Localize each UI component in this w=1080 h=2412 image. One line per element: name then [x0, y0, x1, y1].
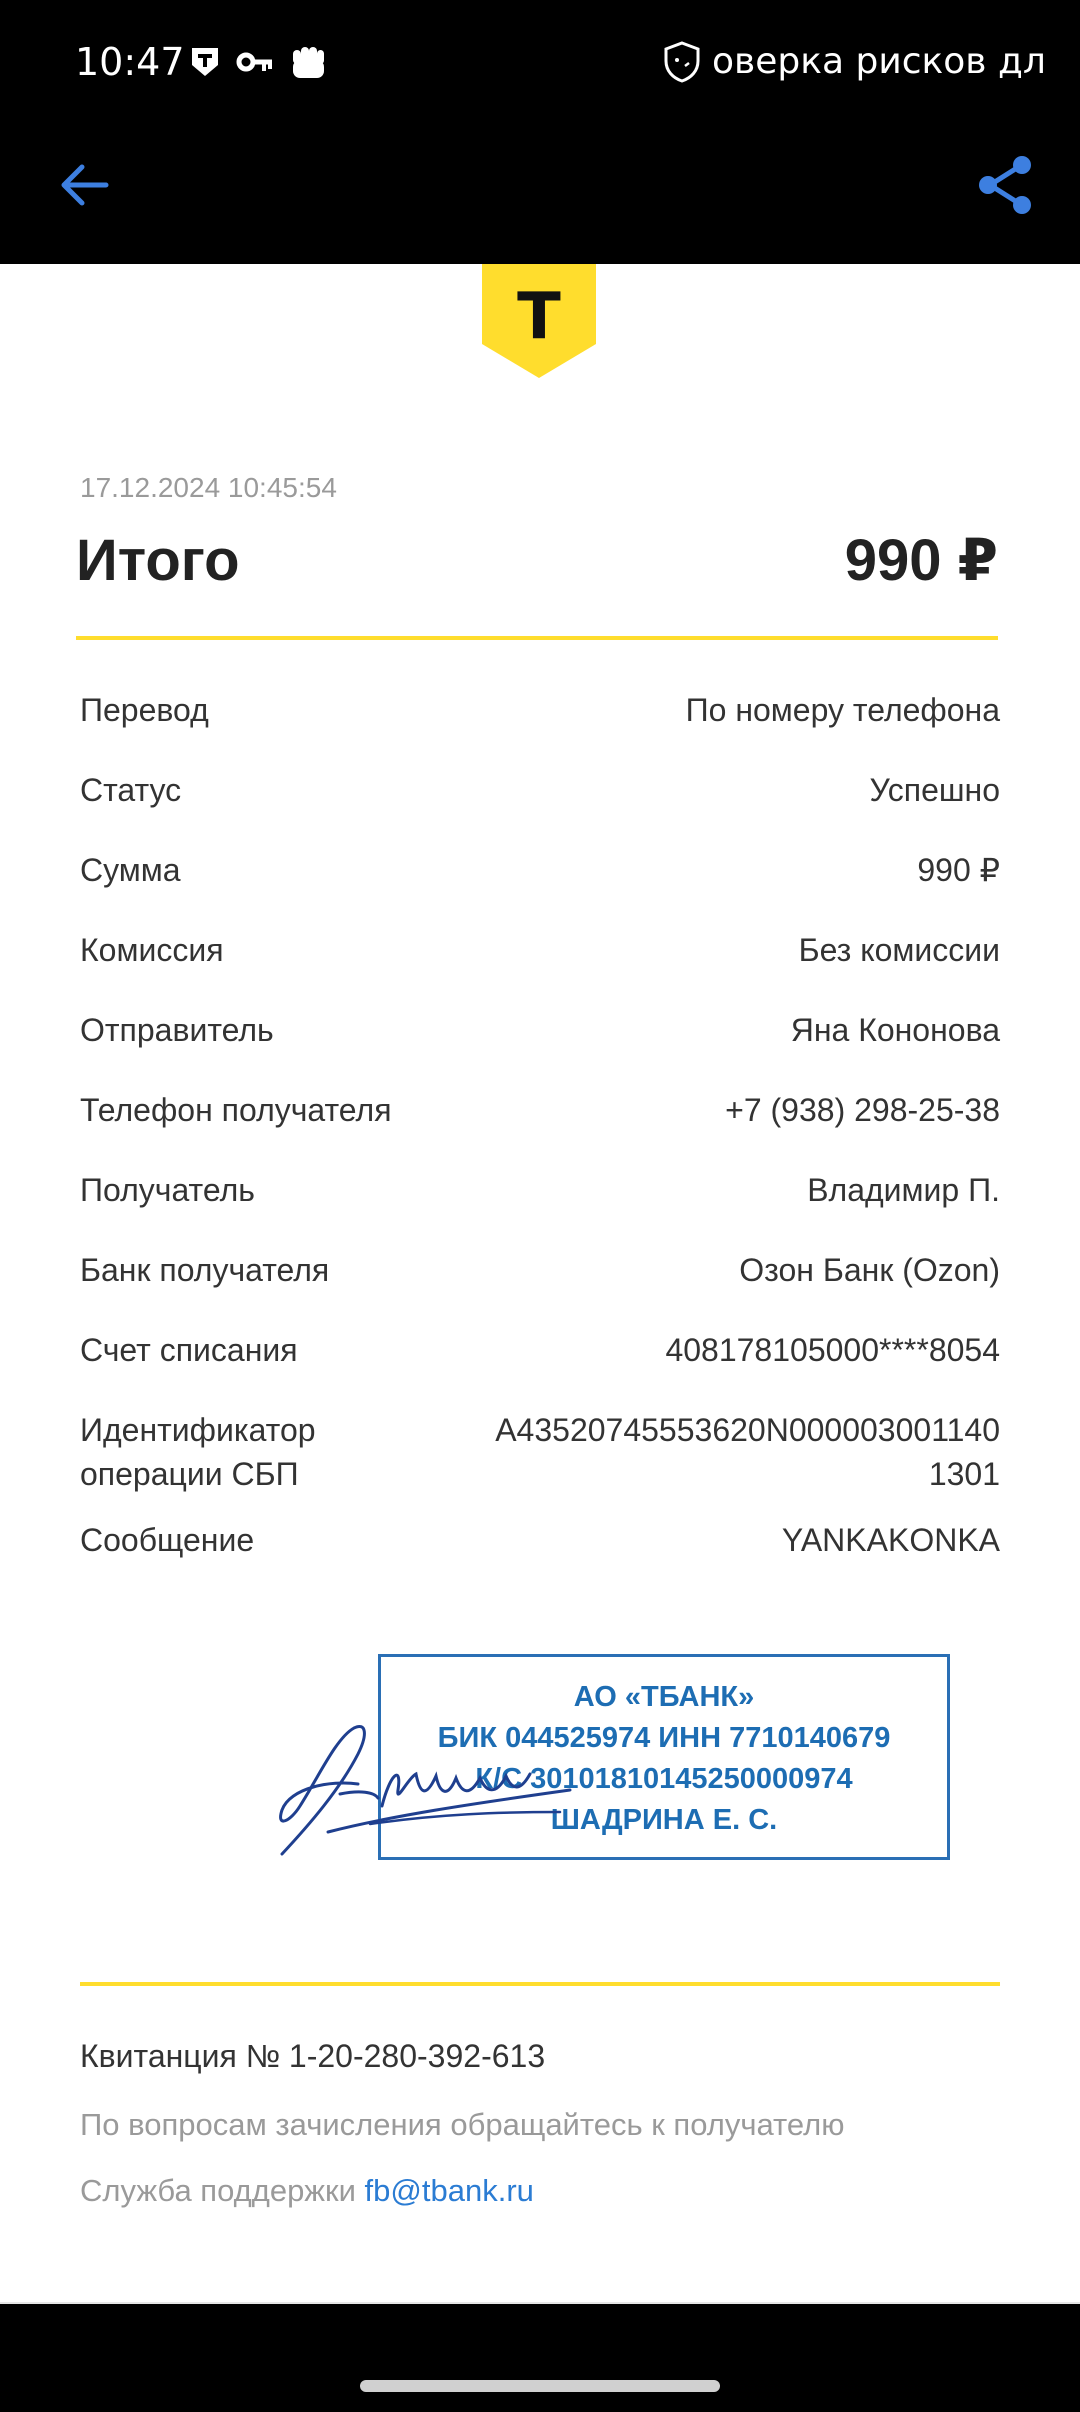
status-time: 10:47	[75, 40, 185, 84]
detail-value: Озон Банк (Ozon)	[739, 1252, 1000, 1288]
total-amount: 990 ₽	[844, 528, 998, 593]
detail-row-sbp-id	[80, 1408, 1000, 1496]
detail-label: Сумма	[80, 852, 181, 888]
detail-label: Сообщение	[80, 1522, 255, 1558]
detail-value: A43520745553620N0000030011401301	[495, 1412, 1000, 1492]
detail-row-amount	[80, 848, 1000, 892]
total-label: Итого	[76, 528, 240, 593]
key-icon	[236, 42, 276, 82]
detail-label: Телефон получателя	[80, 1092, 392, 1128]
detail-row-fee	[80, 928, 1000, 972]
stamp-line: К/С 30101810145250000974	[475, 1763, 853, 1795]
divider-bottom	[80, 1982, 1000, 1986]
app-bar	[0, 125, 1080, 264]
stamp-line: АО «ТБАНК»	[573, 1681, 755, 1713]
detail-value: Владимир П.	[807, 1172, 1000, 1208]
receipt-number: Квитанция № 1-20-280-392-613	[80, 2038, 546, 2074]
detail-value: +7 (938) 298-25-38	[725, 1092, 1000, 1128]
stamp-line: БИК 044525974 ИНН 7710140679	[437, 1722, 891, 1754]
support-label: Служба поддержки	[80, 2173, 365, 2208]
tbank-logo	[482, 264, 596, 378]
detail-row-debit-account	[80, 1328, 1000, 1372]
stamp-line: ШАДРИНА Е. С.	[550, 1804, 778, 1836]
tbank-notification-icon	[188, 42, 228, 82]
fist-icon	[288, 42, 328, 82]
share-icon	[974, 153, 1038, 217]
detail-label: Статус	[80, 772, 182, 808]
detail-label: Комиссия	[80, 932, 224, 968]
share-button[interactable]	[966, 145, 1046, 225]
detail-value: 990 ₽	[917, 852, 1000, 888]
detail-row-sender	[80, 1008, 1000, 1052]
detail-label: Отправитель	[80, 1012, 274, 1048]
detail-label: Банк получателя	[80, 1252, 330, 1288]
arrow-left-icon	[56, 157, 112, 213]
detail-row-recipient-bank	[80, 1248, 1000, 1292]
detail-value: Яна Кононова	[790, 1012, 1000, 1048]
detail-value: Успешно	[869, 772, 1000, 808]
detail-label: Идентификатор операции СБП	[80, 1412, 316, 1492]
navigation-bar	[0, 2304, 1080, 2412]
receipt	[0, 264, 1080, 2304]
status-notice-text: оверка рисков дл	[712, 41, 1046, 82]
divider-top	[76, 636, 998, 640]
detail-label: Счет списания	[80, 1332, 298, 1368]
details-list	[80, 688, 1000, 1598]
detail-value: 408178105000****8054	[665, 1332, 1000, 1368]
detail-row-transfer	[80, 688, 1000, 732]
detail-label: Получатель	[80, 1172, 255, 1208]
support-line	[80, 2170, 534, 2212]
detail-row-recipient-phone	[80, 1088, 1000, 1132]
shield-icon	[660, 40, 704, 84]
support-email-link[interactable]: fb@tbank.ru	[364, 2173, 534, 2208]
detail-row-recipient	[80, 1168, 1000, 1212]
status-notice	[660, 36, 1046, 88]
logo-letter: Т	[517, 280, 561, 354]
back-button[interactable]	[44, 145, 124, 225]
operation-datetime: 17.12.2024 10:45:54	[80, 472, 337, 503]
detail-value: Без комиссии	[798, 932, 1000, 968]
detail-label: Перевод	[80, 692, 209, 728]
detail-row-status	[80, 768, 1000, 812]
signature-image	[270, 1694, 590, 1864]
detail-row-message	[80, 1518, 1000, 1562]
footer-note: По вопросам зачисления обращайтесь к получателю	[80, 2107, 845, 2142]
detail-value: По номеру телефона	[685, 692, 1000, 728]
detail-value: YANKAKONKA	[781, 1522, 1000, 1558]
status-bar	[0, 0, 1080, 125]
home-gesture-handle[interactable]	[360, 2380, 720, 2392]
